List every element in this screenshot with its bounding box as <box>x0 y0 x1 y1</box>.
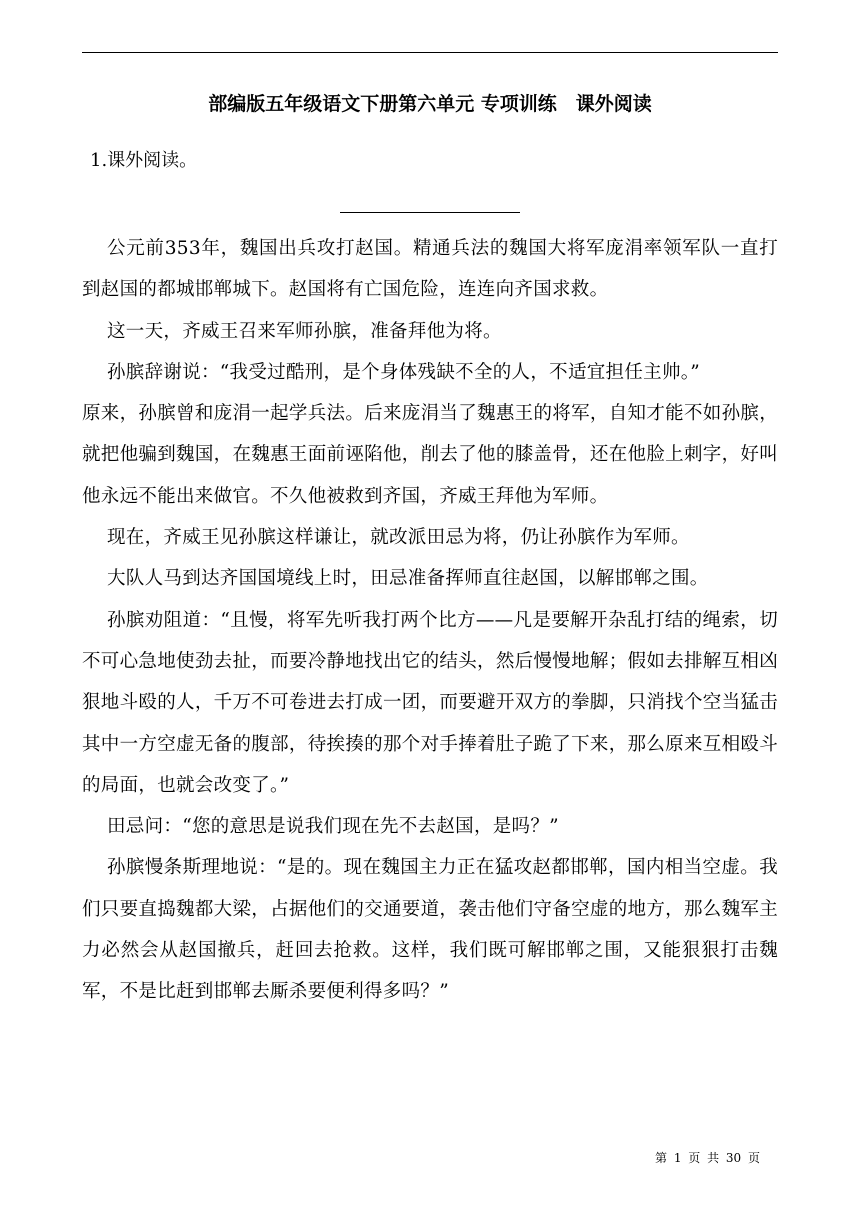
paragraph: 现在，齐威王见孙膑这样谦让，就改派田忌为将，仍让孙膑作为军师。 <box>107 527 690 549</box>
document-title: 部编版五年级语文下册第六单元 专项训练 课外阅读 <box>208 93 652 115</box>
paragraph: 原来，孙膑曾和庞涓一起学兵法。后来庞涓当了魏惠王的将军，自知才能不如孙膑，就把他骗到魏国，在魏惠王面前诬陷他，削去了他的膝盖骨，还在他脸上刺字，好叫他永远不能出来做官。不久他被救到齐国，齐威王拜他为军师。 <box>82 403 778 507</box>
passage-body <box>82 228 778 1013</box>
passage-title-blank <box>340 212 520 213</box>
page-number: 第 1 页 共 30 页 <box>655 1151 760 1165</box>
question-label: 1.课外阅读。 <box>90 150 198 171</box>
header-rule <box>82 52 778 53</box>
paragraph: 公元前353年，魏国出兵攻打赵国。精通兵法的魏国大将军庞涓率领军队一直打到赵国的都城邯郸城下。赵国将有亡国危险，连连向齐国求救。 <box>82 238 778 301</box>
paragraph: 这一天，齐威王召来军师孙膑，准备拜他为将。 <box>107 320 502 342</box>
paragraph: 田忌问：“您的意思是说我们现在先不去赵国，是吗？” <box>107 816 559 838</box>
paragraph: 大队人马到达齐国国境线上时，田忌准备挥师直往赵国，以解邯郸之围。 <box>107 568 709 590</box>
paragraph: 孙膑慢条斯理地说：“是的。现在魏国主力正在猛攻赵都邯郸，国内相当空虚。我们只要直捣魏都大梁，占据他们的交通要道，袭击他们守备空虚的地方，那么魏军主力必然会从赵国撤兵，赶回去抢救。这样，我们既可解邯郸之围，又能狠狠打击魏军，不是比赶到邯郸去厮杀要便利得多吗？” <box>82 857 778 1003</box>
paragraph: 孙膑辞谢说：“我受过酷刑，是个身体残缺不全的人，不适宜担任主帅。” <box>107 361 701 383</box>
paragraph: 孙膑劝阻道：“且慢，将军先听我打两个比方——凡是要解开杂乱打结的绳索，切不可心急地使劲去扯，而要冷静地找出它的结头，然后慢慢地解；假如去排解互相凶狠地斗殴的人，千万不可卷进去打成一团，而要避开双方的拳脚，只消找个空当猛击其中一方空虚无备的腹部，待挨揍的那个对手捧着肚子跪了下来，那么原来互相殴斗的局面，也就会改变了。” <box>82 609 778 796</box>
